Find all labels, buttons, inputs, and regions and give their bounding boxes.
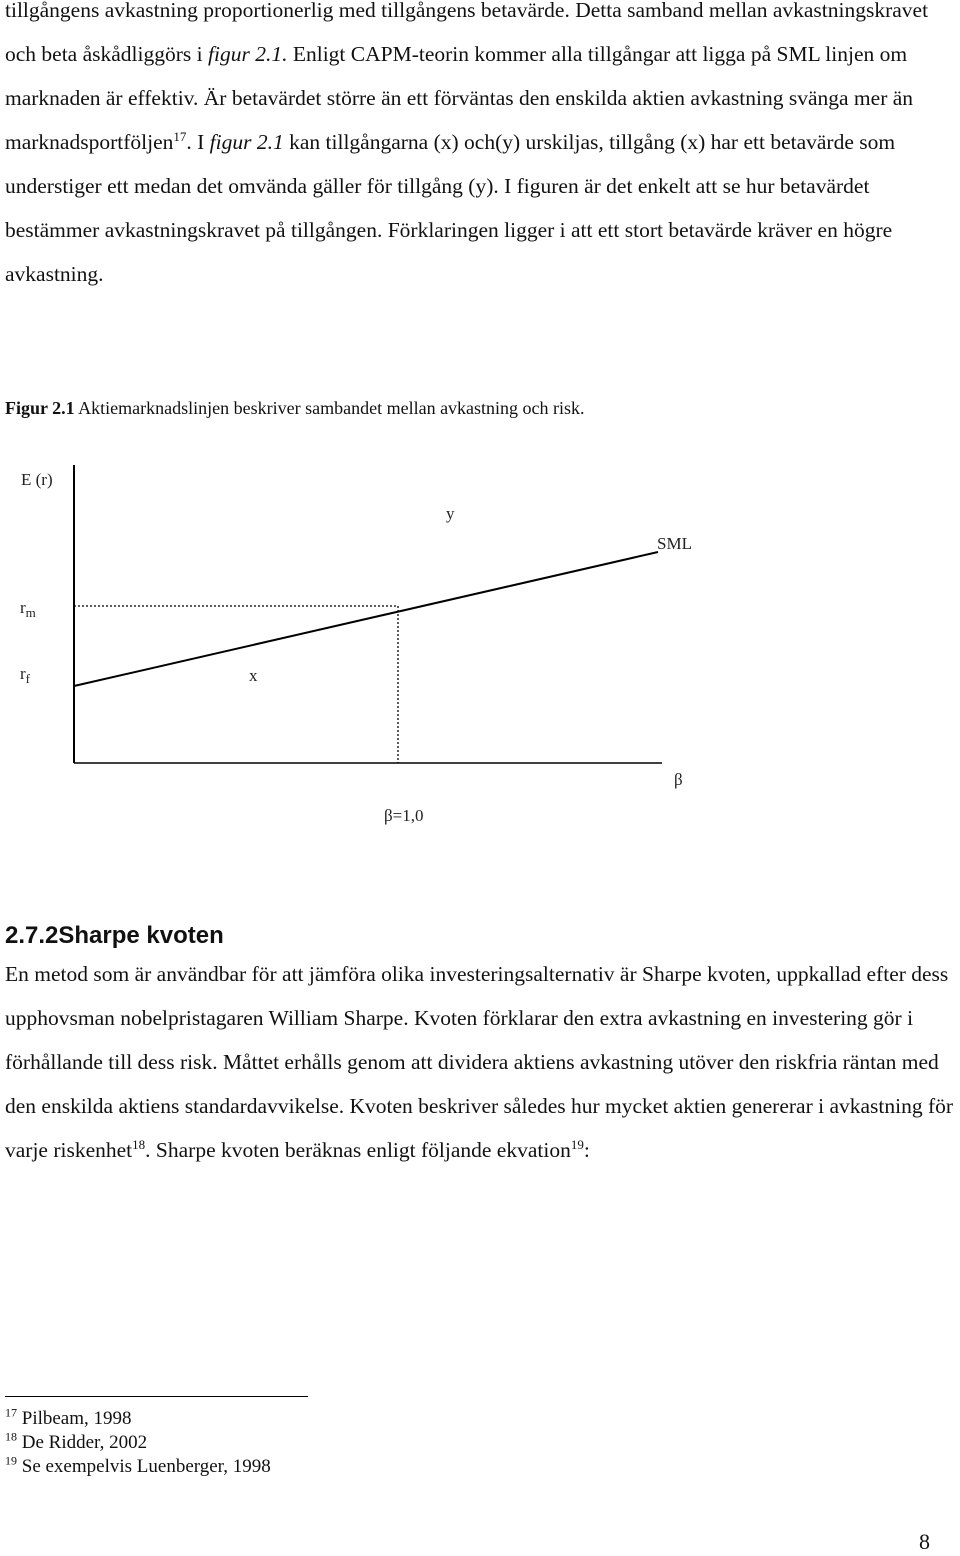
sml-figure xyxy=(0,455,960,855)
para1-text-b: Enligt CAPM-teorin kommer alla tillgångar att ligga på SML linjen om marknaden är effektiv. Är betavärdet större än ett förväntas den enskilda aktien avkastning svänga mer än marknadsportföljen xyxy=(5,42,914,154)
footnote-text: Se exempelvis Luenberger, 1998 xyxy=(17,1456,271,1477)
body-paragraph-2 xyxy=(5,952,955,1172)
footnote-number: 17 xyxy=(5,1405,17,1420)
footnote-17 xyxy=(5,1407,271,1431)
rf-label xyxy=(20,664,31,686)
para1-text-c: . I xyxy=(186,130,210,154)
footnote-number: 18 xyxy=(5,1429,17,1444)
sml-line xyxy=(74,552,658,686)
footnote-19 xyxy=(5,1455,271,1479)
body-paragraph-1 xyxy=(5,0,955,296)
footnote-marker-18: 18 xyxy=(132,1136,146,1152)
para1-text-d: kan tillgångarna (x) och(y) urskiljas, tillgång (x) har ett betavärde som understiger ett medan det omvända gäller för tillgång (y). I figuren är det enkelt att se hur betavärdet bestämmer avkastningskravet på tillgången. Förklaringen ligger i att ett stort betavärde kräver en högre avkastning. xyxy=(5,130,896,286)
footnote-divider xyxy=(5,1396,308,1397)
section-heading: 2.7.2Sharpe kvoten xyxy=(5,922,224,949)
para1-text-a: tillgångens avkastning proportionerlig med tillgångens betavärde. Detta samband mellan avkastningskravet och beta åskådliggörs i xyxy=(5,0,929,66)
point-x-label: x xyxy=(249,666,258,685)
footnotes xyxy=(5,1407,271,1479)
beta-one-label: β=1,0 xyxy=(384,806,424,825)
footnote-text: Pilbeam, 1998 xyxy=(17,1408,132,1429)
para2-text-b: . Sharpe kvoten beräknas enligt följande ekvation xyxy=(145,1138,571,1162)
rm-subscript: m xyxy=(25,605,36,620)
rm-label xyxy=(20,598,36,620)
rf-subscript: f xyxy=(25,671,31,686)
footnote-marker-19: 19 xyxy=(570,1136,584,1152)
footnote-18 xyxy=(5,1431,271,1455)
para2-text-a: En metod som är användbar för att jämföra olika investeringsalternativ är Sharpe kvoten, uppkallad efter dess upphovsman nobelpristagaren William Sharpe. Kvoten förklarar den extra avkastning en investering gör i förhållande till dess risk. Måttet erhålls genom att dividera aktiens avkastning utöver den riskfria räntan med den enskilda aktiens standardavvikelse. Kvoten beskriver således hur mycket aktien genererar i avkastning för varje riskenhet xyxy=(5,962,954,1162)
y-axis-label: E (r) xyxy=(21,470,53,489)
figure-caption-label: Figur 2.1 xyxy=(5,398,75,418)
footnote-text: De Ridder, 2002 xyxy=(17,1432,148,1453)
figure-caption xyxy=(5,394,585,422)
rf-letter: r xyxy=(20,664,26,683)
para2-text-c: : xyxy=(583,1138,590,1162)
x-axis-label: β xyxy=(674,770,683,789)
footnote-marker-17: 17 xyxy=(173,128,187,144)
point-y-label: y xyxy=(446,504,455,523)
rm-letter: r xyxy=(20,598,26,617)
figure-reference: figur 2.1. xyxy=(208,42,288,66)
page-number: 8 xyxy=(919,1529,930,1554)
figure-caption-text: Aktiemarknadslinjen beskriver sambandet mellan avkastning och risk. xyxy=(74,398,585,418)
figure-reference: figur 2.1 xyxy=(209,130,284,154)
footnote-number: 19 xyxy=(5,1453,17,1468)
sml-label: SML xyxy=(657,534,692,553)
